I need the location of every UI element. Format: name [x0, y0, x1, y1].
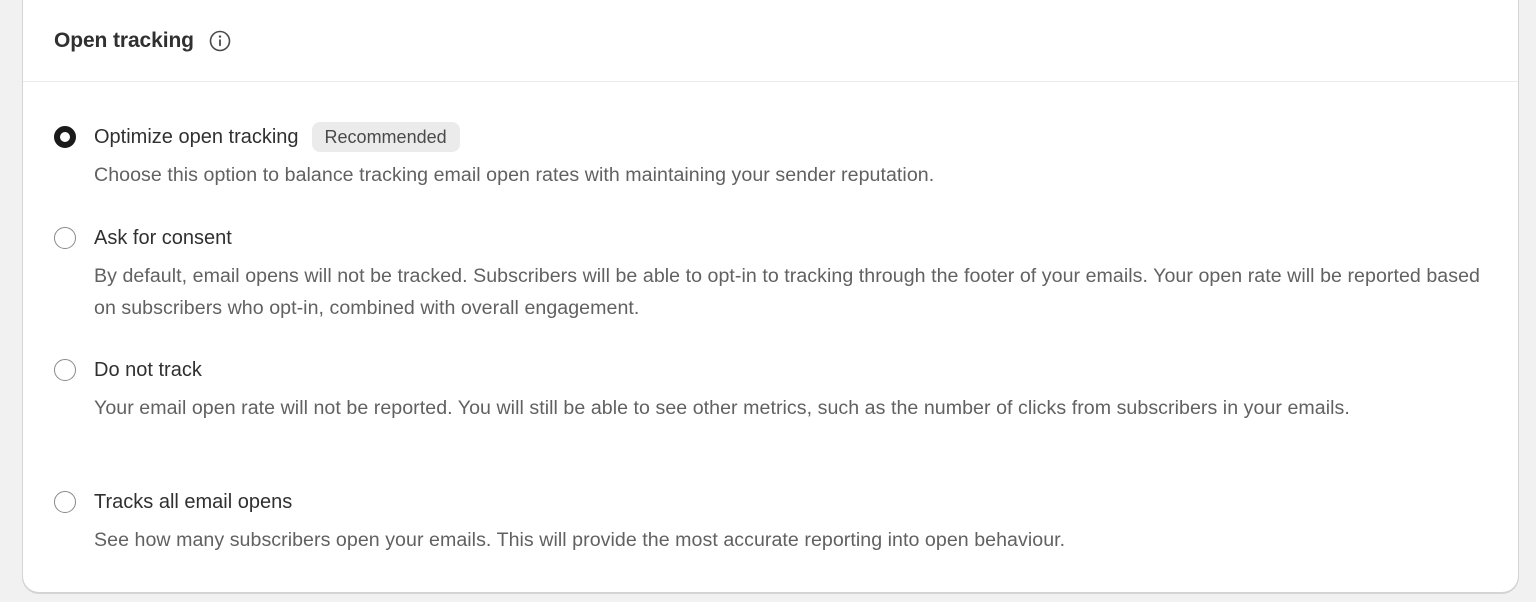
card-header: [23, 0, 1518, 82]
option-optimize-open-tracking: [54, 122, 1488, 192]
option-description: Choose this option to balance tracking email open rates with maintaining your sender reputation.: [94, 164, 935, 186]
option-tracks-all-email-opens: [54, 487, 1488, 557]
open-tracking-card: [23, 0, 1518, 592]
card-title: Open tracking: [54, 28, 194, 52]
option-description: By default, email opens will not be tracked. Subscribers will be able to opt-in to tracking through the footer of your emails. Your open rate will be reported based on subscribers who opt-in, combined with overall engagement.: [94, 265, 1480, 319]
radio-optimize-open-tracking[interactable]: [54, 126, 76, 148]
option-label[interactable]: Tracks all email opens: [94, 490, 293, 513]
radio-do-not-track[interactable]: [54, 359, 76, 381]
info-icon[interactable]: [208, 29, 232, 53]
option-do-not-track: [54, 355, 1488, 425]
option-label[interactable]: Ask for consent: [94, 226, 232, 249]
option-label[interactable]: Optimize open tracking: [94, 125, 299, 148]
option-description: Your email open rate will not be reported. You will still be able to see other metrics, such as the number of clicks from subscribers in your emails.: [94, 397, 1350, 419]
option-description: See how many subscribers open your emails. This will provide the most accurate reporting into open behaviour.: [94, 529, 1066, 551]
option-label[interactable]: Do not track: [94, 358, 202, 381]
recommended-badge: Recommended: [312, 122, 460, 152]
radio-tracks-all-email-opens[interactable]: [54, 491, 76, 513]
option-ask-for-consent: [54, 223, 1488, 324]
radio-ask-for-consent[interactable]: [54, 227, 76, 249]
